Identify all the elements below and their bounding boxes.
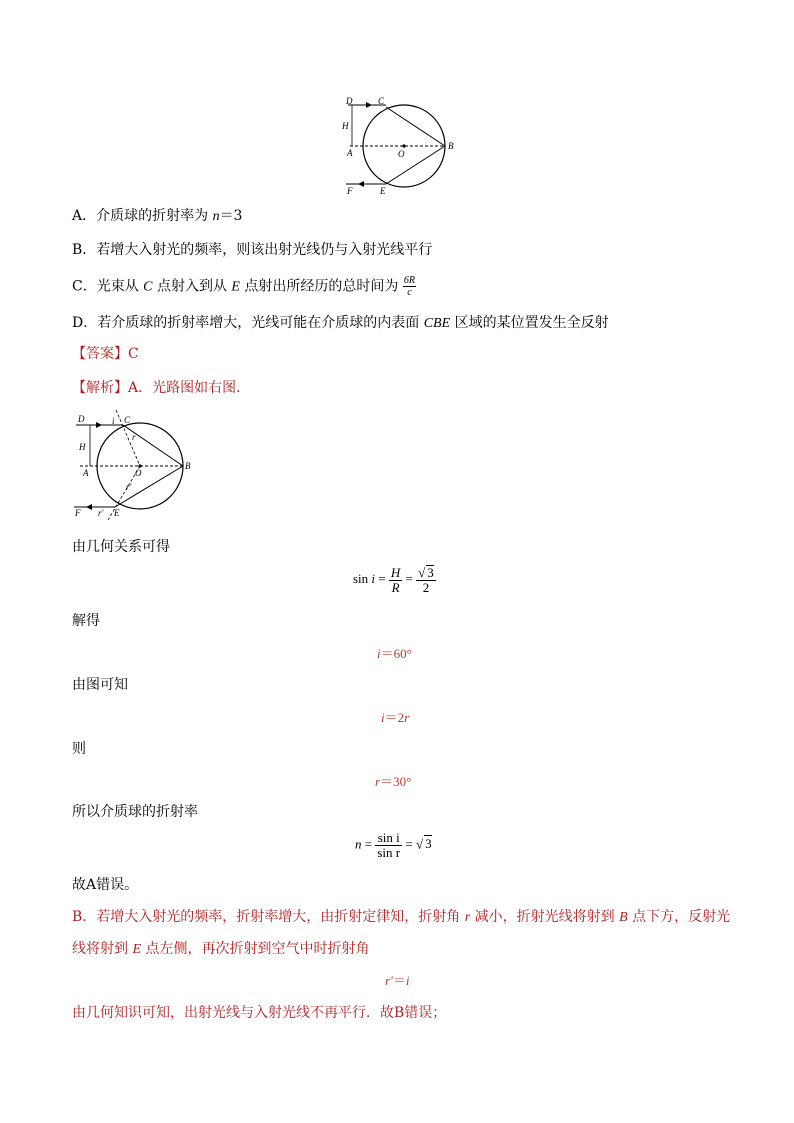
option-a-eq: ＝3 [219, 208, 243, 224]
option-d-region: CBE [423, 316, 451, 331]
eq6-lhs: r′ [385, 973, 393, 988]
b1-var-r: r [464, 910, 471, 925]
label-r: r [132, 432, 136, 442]
step-geometry-text: 由几何关系可得 [72, 539, 170, 555]
analysis-text: A．光路图如右图． [128, 380, 251, 396]
option-c-fraction [403, 275, 416, 298]
label-B: B [448, 141, 454, 151]
label-C-2: C [124, 415, 131, 425]
step-solve-text: 解得 [72, 613, 100, 629]
eq1-num-sqrt3: 3 [427, 565, 434, 580]
equation-n-sqrt3: n = $\frac{\text{sin i}}{\text{sin r}}$ = √ 3 [355, 830, 432, 860]
label-O: O [398, 149, 405, 159]
option-c-point-c: C [143, 279, 153, 295]
b1-text-c: 点下方，反射光 [627, 909, 731, 925]
arrow-head-top-2 [96, 422, 102, 428]
eq2-rest: ＝60° [380, 646, 412, 661]
option-c-mid1: 点射入到从 [152, 278, 232, 295]
label-D-2: D [78, 414, 85, 424]
option-b: B．若增大入射光的频率，则该出射光线仍与入射光线平行 [72, 242, 433, 258]
equation-i-2r [381, 707, 409, 726]
eq3-eq: ＝2 [384, 710, 405, 725]
figure-light-path-diagram [70, 408, 198, 520]
eq1-sin: sin [353, 570, 372, 586]
ray-C-to-B [386, 107, 445, 146]
eq1-frac-h-r [389, 566, 402, 595]
step-from-figure-text: 由图可知 [72, 677, 128, 693]
eq5-root: 3 [425, 836, 432, 852]
option-d-prefix: D．若介质球的折射率增大，光线可能在介质球的内表面 [72, 315, 424, 331]
answer-label: 【答案】 [72, 346, 128, 362]
option-c-frac-den: c [407, 287, 412, 298]
eq6-eq: ＝ [392, 973, 406, 988]
option-c-frac-num: 6R [403, 275, 415, 286]
analysis-line [72, 378, 250, 398]
arrow-head-bottom-2 [86, 504, 92, 510]
label-rp-outer: r' [98, 508, 104, 518]
b2-text-b: 点左侧，再次折射到空气中时折射角 [141, 941, 370, 957]
label-E: E [380, 186, 386, 196]
equation-sin-i [353, 565, 436, 595]
eq5-den: sin r [377, 845, 401, 860]
option-c-mid2: 点射出所经历的总时间为 [239, 278, 403, 295]
equation-i-60 [377, 643, 412, 662]
eq5-lhs: n [355, 836, 362, 852]
step-a-wrong-text: 故A错误。 [72, 877, 139, 893]
option-c [72, 275, 416, 298]
step-b-para-line1 [72, 907, 730, 928]
eq3-rhs: r [404, 710, 410, 725]
eq5-frac-sin [375, 831, 402, 860]
eq4-rest: ＝30° [380, 774, 412, 789]
arrow-head-bottom [358, 181, 364, 187]
answer-value: C [128, 346, 139, 362]
label-i: i [112, 416, 115, 426]
option-a [72, 206, 242, 227]
eq1-num-h: H [390, 564, 401, 580]
eq1-den-r: R [391, 579, 400, 595]
eq1-den-2: 2 [422, 580, 430, 595]
label-B-2: B [185, 461, 191, 471]
eq5-equals: = [361, 836, 376, 852]
label-C: C [378, 96, 385, 106]
answer-line [72, 344, 139, 364]
eq1-equals-2: = [402, 570, 417, 586]
b1-text-b: 减小，折射光线将射到 [470, 909, 620, 925]
eq4-var: r [375, 774, 381, 789]
label-rp-inner: r' [126, 482, 132, 492]
label-A-2: A [83, 468, 89, 478]
option-a-var: n [212, 209, 220, 224]
equation-r-30 [375, 771, 411, 790]
eq1-var: i [371, 570, 376, 586]
figure-sphere-light-path [336, 95, 460, 197]
label-A: A [347, 148, 353, 158]
label-F-2: F [75, 508, 81, 518]
label-D: D [346, 96, 353, 106]
eq5-num: sin i [375, 831, 402, 846]
center-dot [402, 144, 405, 147]
eq3-lhs: i [381, 710, 385, 725]
eq1-equals: = [375, 570, 389, 586]
label-O-2: O [135, 468, 142, 478]
label-H-2: H [79, 442, 86, 452]
label-H: H [342, 121, 349, 131]
eq5-equals-2: = [402, 836, 416, 852]
option-a-prefix: A．介质球的折射率为 [72, 208, 213, 224]
label-E-2: E [114, 508, 120, 518]
arrow-head-top [366, 102, 372, 108]
eq1-frac-sqrt3-2: $\frac{√ 3}{2}$ [418, 565, 434, 595]
ray-B-to-E [386, 146, 445, 184]
step-so-text: 所以介质球的折射率 [72, 804, 198, 820]
equation-rprime-i [385, 970, 410, 989]
b1-text-a: B．若增大入射光的频率，折射率增大，由折射定律知，折射角 [72, 909, 465, 925]
option-d [72, 313, 609, 334]
eq2-var: i [377, 646, 381, 661]
label-F: F [347, 186, 353, 196]
eq6-rhs: i [405, 973, 410, 988]
analysis-label: 【解析】 [72, 380, 128, 396]
option-c-prefix: C．光束从 [72, 278, 144, 295]
step-b-conclusion: 由几何知识可知，出射光线与入射光线不再平行．故B错误； [72, 1005, 447, 1021]
option-c-point-e: E [231, 279, 240, 295]
step-b-para-line2 [72, 939, 369, 960]
b2-point-e: E [132, 942, 142, 957]
b1-point-b: B [619, 910, 628, 925]
b2-text-a: 线将射到 [72, 941, 133, 957]
option-d-suffix: 区域的某位置发生全反射 [450, 315, 609, 331]
step-then-text: 则 [72, 741, 86, 757]
